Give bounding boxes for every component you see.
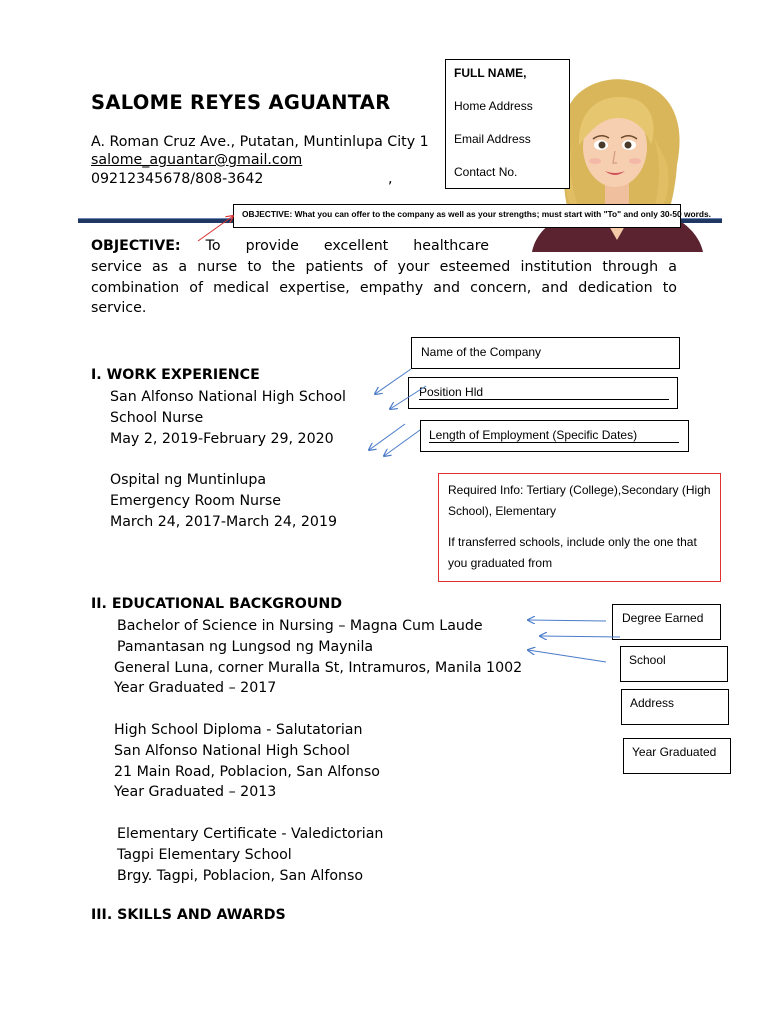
transferred-text: If transferred schools, include only the one that you graduated from [448, 535, 697, 570]
edu-address: General Luna, corner Muralla St, Intramuros, Manila 1002 [114, 660, 523, 676]
job-position: School Nurse [110, 410, 204, 426]
objective-word: To [205, 238, 221, 254]
edu-school: Tagpi Elementary School [117, 847, 292, 863]
stray-comma: , [388, 171, 393, 187]
arrow-position [390, 386, 426, 409]
callout-email-address: Email Address [454, 132, 531, 146]
job-company: Ospital ng Muntinlupa [110, 472, 267, 488]
home-address: A. Roman Cruz Ave., Putatan, Muntinlupa City 1 [91, 134, 429, 150]
job-company: San Alfonso National High School [110, 389, 346, 405]
edu-degree: Bachelor of Science in Nursing – Magna Cum Laude [117, 618, 483, 634]
school-callout: School [620, 646, 728, 682]
objective-word: excellent [323, 238, 389, 254]
objective-label: OBJECTIVE: [91, 238, 181, 254]
objective-word: healthcare [413, 238, 489, 254]
callout-full-name: FULL NAME, [454, 66, 527, 80]
callout-contact-no: Contact No. [454, 165, 518, 179]
objective-word: provide [245, 238, 299, 254]
objective-callout: OBJECTIVE: What you can offer to the company as well as your strengths; must start with "To" and only 30-50 words. [233, 204, 681, 228]
company-callout: Name of the Company [411, 337, 680, 369]
skills-heading: III. SKILLS AND AWARDS [91, 907, 286, 923]
callout-home-address: Home Address [454, 99, 533, 113]
education-heading: II. EDUCATIONAL BACKGROUND [91, 596, 343, 612]
edu-degree: High School Diploma - Salutatorian [114, 722, 363, 738]
edu-address: Brgy. Tagpi, Poblacion, San Alfonso [117, 868, 364, 884]
work-experience-heading: I. WORK EXPERIENCE [91, 367, 260, 383]
required-info-text: Required Info: Tertiary (College),Secondary (High School), Elementary [448, 483, 711, 518]
arrow-dates-2 [384, 430, 420, 456]
arrow-address [528, 650, 606, 662]
email-address: salome_aguantar@gmail.com [91, 152, 303, 168]
job-dates: March 24, 2017-March 24, 2019 [110, 514, 337, 530]
arrow-school [540, 636, 620, 637]
arrow-company [375, 369, 411, 394]
length-callout-label: Length of Employment (Specific Dates) [429, 428, 679, 443]
arrow-objective [198, 216, 233, 241]
resume-name: SALOME REYES AGUANTAR [91, 91, 391, 114]
contact-number: 09212345678/808-3642 [91, 171, 264, 187]
edu-year: Year Graduated – 2017 [114, 680, 277, 696]
arrow-degree [528, 620, 606, 621]
job-dates: May 2, 2019-February 29, 2020 [110, 431, 334, 447]
job-position: Emergency Room Nurse [110, 493, 281, 509]
year-callout: Year Graduated [623, 738, 731, 774]
position-callout-label: Position Hld [419, 385, 669, 400]
edu-address: 21 Main Road, Poblacion, San Alfonso [114, 764, 380, 780]
edu-year: Year Graduated – 2013 [114, 784, 277, 800]
edu-school: San Alfonso National High School [114, 743, 350, 759]
edu-degree: Elementary Certificate - Valedictorian [117, 826, 384, 842]
edu-school: Pamantasan ng Lungsod ng Maynila [117, 639, 374, 655]
address-callout: Address [621, 689, 729, 725]
arrow-dates-1 [369, 424, 405, 450]
objective-text: service as a nurse to the patients of your esteemed institution through a combination of medical expertise, empathy and concern, and dedication to service. [91, 258, 677, 317]
degree-callout: Degree Earned [612, 604, 721, 640]
